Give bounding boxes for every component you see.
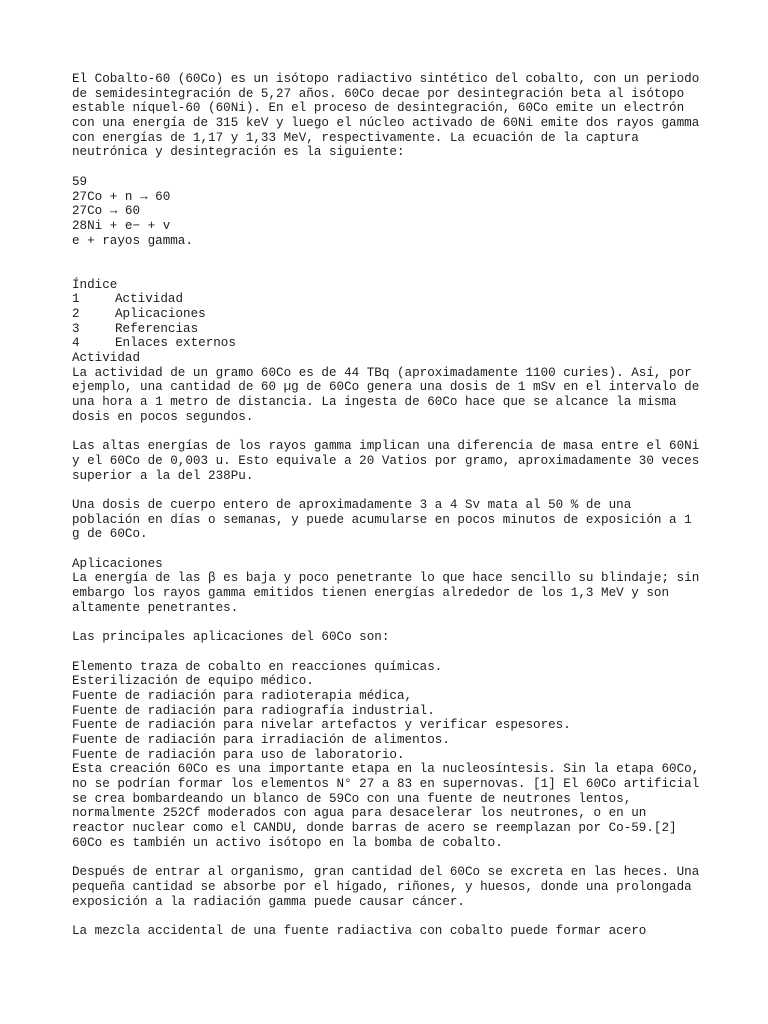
section-aplicaciones [72, 557, 704, 939]
text-line: con una energía de 315 keV y luego el núcleo activado de 60Ni emite dos rayos gamma [72, 116, 700, 131]
spacer [72, 425, 704, 440]
text-line: embargo los rayos gamma emitidos tienen energías alrededor de los 1,3 MeV y son [72, 586, 670, 601]
text-line: ejemplo, una cantidad de 60 µg de 60Co genera una dosis de 1 mSv en el intervalo de [72, 380, 700, 395]
spacer [72, 645, 704, 660]
equation-line: 28Ni + e− + v [72, 218, 171, 233]
text-line: con energías de 1,17 y 1,33 MeV, respectivamente. La ecuación de la captura [72, 130, 639, 145]
list-item: Fuente de radiación para uso de laboratorio. [72, 747, 405, 762]
text-line: Las altas energías de los rayos gamma implican una diferencia de masa entre el 60Ni [72, 439, 700, 454]
toc-item-enlaces-externos[interactable] [72, 336, 704, 351]
text-line: se crea bombardeando un blanco de 59Co con una fuente de neutrones lentos, [72, 791, 632, 806]
table-of-contents [72, 278, 704, 351]
section-actividad [72, 351, 704, 542]
section-heading: Aplicaciones [72, 556, 163, 571]
list-item: Esterilización de equipo médico. [72, 674, 314, 689]
intro-paragraph [72, 72, 704, 160]
toc-label: Enlaces externos [115, 336, 236, 351]
toc-label: Actividad [115, 292, 184, 307]
text-line: reactor nuclear como el CANDU, donde barras de acero se reemplazan por Co-59.[2] [72, 821, 677, 836]
text-line: no se podrían formar los elementos N° 27 a 83 en supernovas. [1] El 60Co artificial [72, 777, 700, 791]
spacer [72, 160, 704, 175]
toc-title: Índice [72, 277, 118, 292]
toc-number: 2 [72, 307, 80, 321]
equation-line: 59 [72, 174, 88, 189]
toc-item-referencias[interactable] [72, 322, 704, 337]
section-heading: Actividad [72, 351, 141, 366]
toc-label: Referencias [115, 321, 199, 336]
text-line: La actividad de un gramo 60Co es de 44 TBq (aproximadamente 1100 curies). Así, por [72, 365, 692, 380]
text-line: una hora a 1 metro de distancia. La ingesta de 60Co hace que se alcance la misma [72, 395, 677, 410]
text-line: estable níquel-60 (60Ni). En el proceso de desintegración, 60Co emite un electrón [72, 101, 685, 116]
text-line: g de 60Co. [72, 527, 148, 542]
spacer [72, 248, 704, 263]
text-line: Una dosis de cuerpo entero de aproximadamente 3 a 4 Sv mata al 50 % de una [72, 497, 632, 512]
text-line: exposición a la radiación gamma puede causar cáncer. [72, 894, 465, 909]
applications-list [72, 660, 704, 763]
spacer [72, 263, 704, 278]
text-line: La mezcla accidental de una fuente radiactiva con cobalto puede formar acero [72, 923, 647, 938]
text-line: Las principales aplicaciones del 60Co son: [72, 630, 390, 645]
text-line: pequeña cantidad se absorbe por el hígado, riñones, y huesos, donde una prolongada [72, 879, 692, 894]
toc-number: 3 [72, 321, 80, 336]
text-line: Después de entrar al organismo, gran cantidad del 60Co se excreta en las heces. Una [72, 865, 700, 880]
text-line: 60Co es también un activo isótopo en la bomba de cobalto. [72, 835, 503, 850]
spacer [72, 542, 704, 557]
text-line: normalmente 252Cf moderados con agua para desacelerar los neutrones, o en un [72, 806, 647, 821]
spacer [72, 909, 704, 924]
text-line: Esta creación 60Co es una importante etapa en la nucleosíntesis. Sin la etapa 60Co, [72, 762, 700, 777]
list-item: Fuente de radiación para radiografía industrial. [72, 703, 435, 718]
toc-label: Aplicaciones [115, 307, 206, 321]
toc-item-actividad[interactable] [72, 292, 704, 307]
list-item: Fuente de radiación para nivelar artefactos y verificar espesores. [72, 718, 571, 733]
text-line: dosis en pocos segundos. [72, 409, 254, 424]
equation-line: 27Co + n → 60 [72, 189, 171, 204]
text-line: de semidesintegración de 5,27 años. 60Co decae por desintegración beta al isótopo [72, 86, 685, 101]
text-line: población en días o semanas, y puede acumularse en pocos minutos de exposición a 1 [72, 512, 692, 527]
equation-line: e + rayos gamma. [72, 233, 193, 248]
text-line: La energía de las β es baja y poco penetrante lo que hace sencillo su blindaje; sin [72, 571, 700, 586]
text-line: neutrónica y desintegración es la siguiente: [72, 145, 405, 160]
document-body [72, 72, 704, 939]
equation-line: 27Co → 60 [72, 204, 141, 219]
spacer [72, 850, 704, 865]
text-line: altamente penetrantes. [72, 600, 239, 615]
text-line: superior a la del 238Pu. [72, 468, 254, 483]
spacer [72, 615, 704, 630]
toc-number: 1 [72, 292, 80, 307]
toc-item-aplicaciones[interactable] [72, 307, 704, 322]
list-item: Fuente de radiación para radioterapia médica, [72, 688, 413, 703]
spacer [72, 483, 704, 498]
toc-number: 4 [72, 336, 80, 351]
list-item: Fuente de radiación para irradiación de alimentos. [72, 732, 450, 747]
list-item: Elemento traza de cobalto en reacciones químicas. [72, 659, 443, 674]
text-line: El Cobalto-60 (60Co) es un isótopo radiactivo sintético del cobalto, con un periodo [72, 72, 700, 86]
text-line: y el 60Co de 0,003 u. Esto equivale a 20 Vatios por gramo, aproximadamente 30 veces [72, 453, 700, 468]
decay-equation [72, 175, 704, 248]
